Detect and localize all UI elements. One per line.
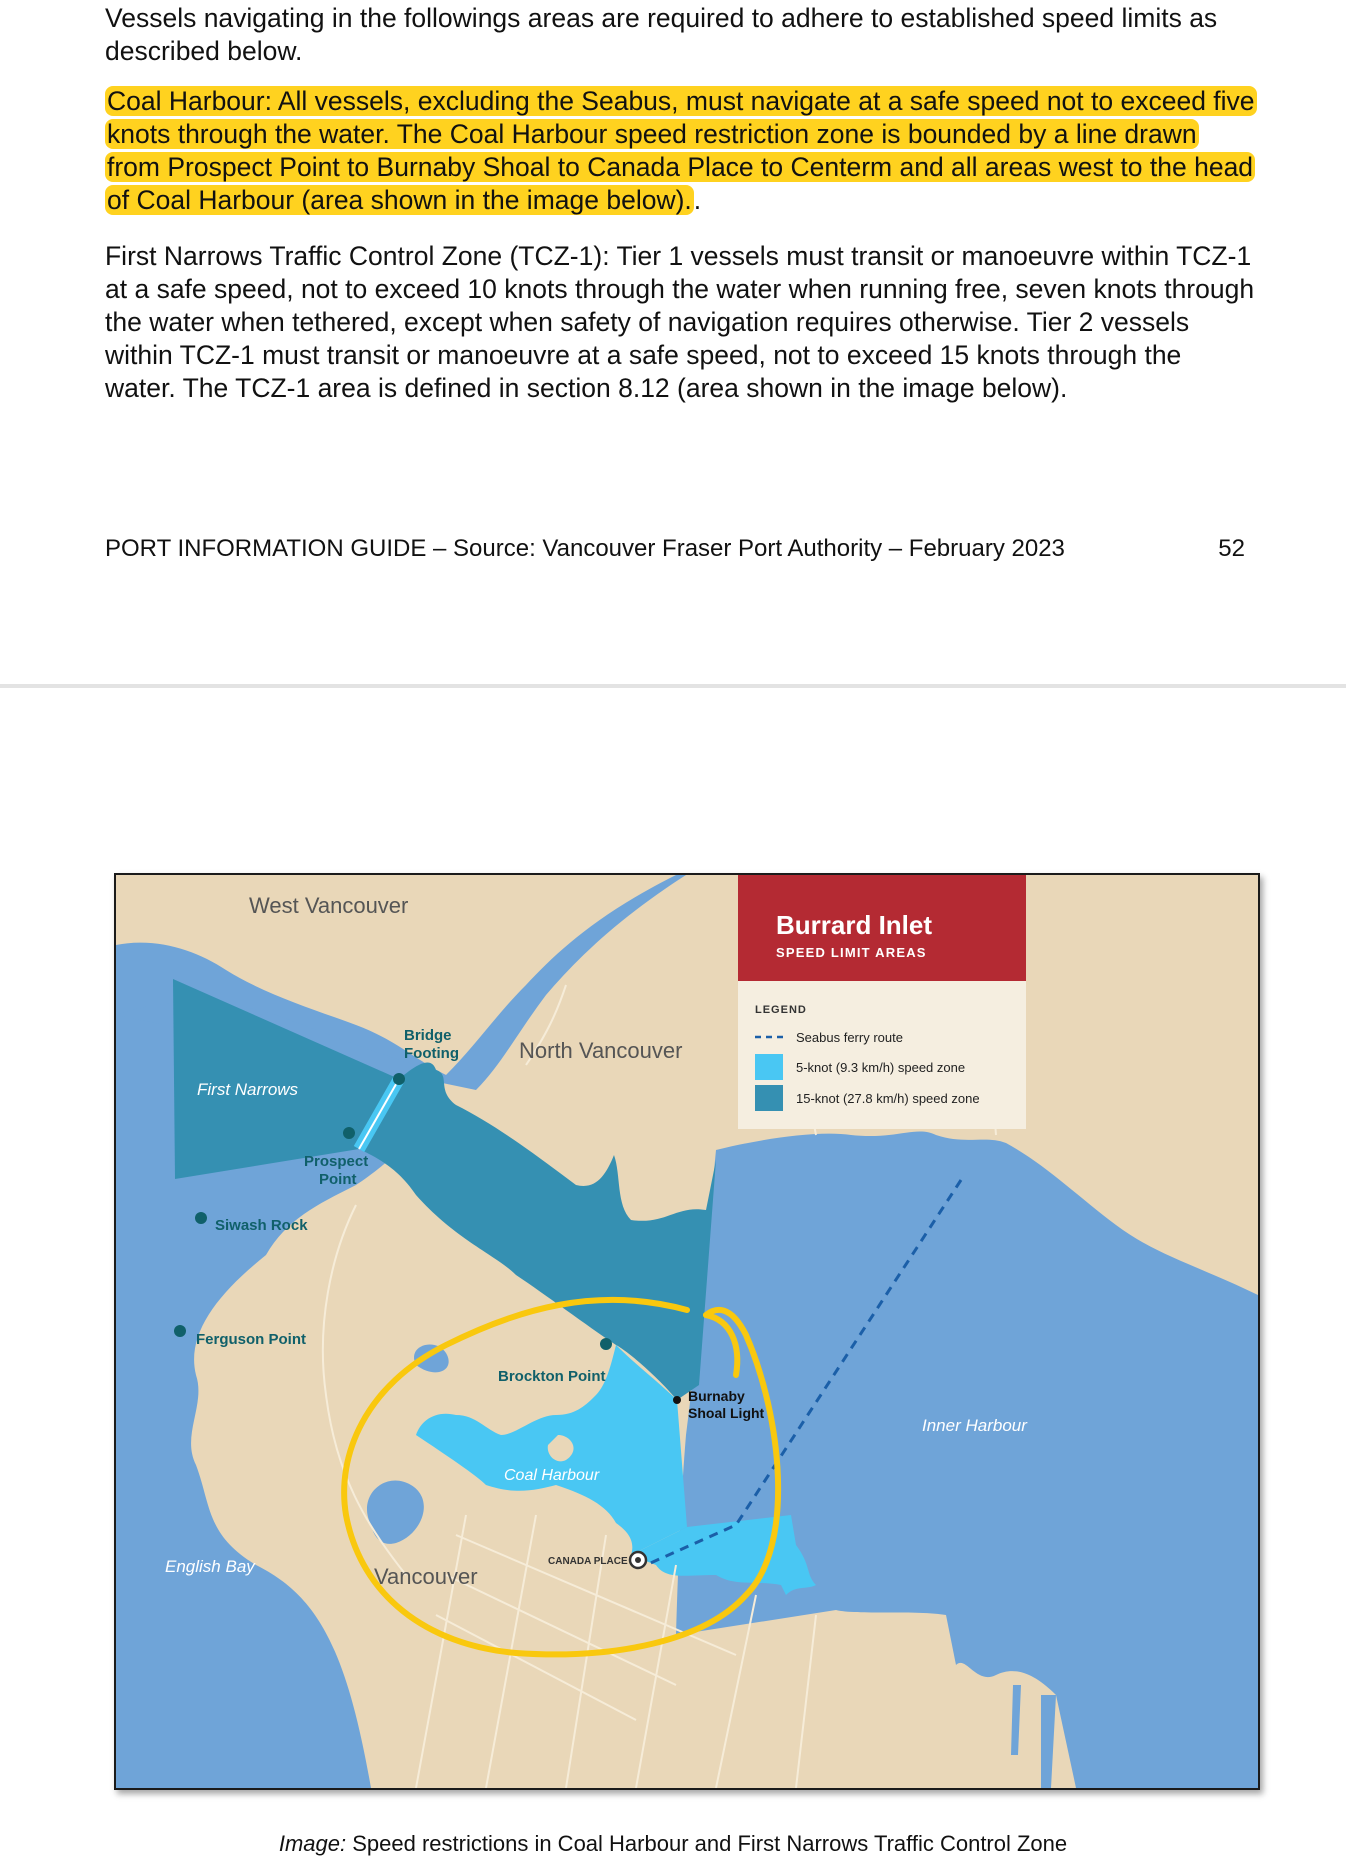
north-vancouver-label: North Vancouver xyxy=(519,1038,683,1063)
legend-fifteen-knot-swatch xyxy=(755,1085,783,1111)
map-canvas xyxy=(116,875,1258,1788)
coal-harbour-label: Coal Harbour xyxy=(504,1467,600,1484)
tcz-paragraph: First Narrows Traffic Control Zone (TCZ-1): Tier 1 vessels must transit or manoeuvre within TCZ-1 at a safe speed, not to exceed 10 knots through the water when running free, seven knots through the water when tethered, except when safety of navigation requires otherwise. Tier 2 vessels within TCZ-1 must transit or manoeuvre at a safe speed, not to exceed 15 knots through the water. The TCZ-1 area is defined in section 8.12 (area shown in the image below). xyxy=(105,241,1255,403)
burnaby-shoal-dot xyxy=(673,1396,681,1404)
brockton-point-label: Brockton Point xyxy=(498,1368,606,1385)
siwash-rock-dot xyxy=(195,1212,207,1224)
map-title: Burrard Inlet xyxy=(776,910,933,940)
legend-heading: LEGEND xyxy=(755,1004,807,1016)
burnaby-shoal-label-1: Burnaby xyxy=(688,1388,745,1404)
page-number: 52 xyxy=(1218,535,1245,562)
first-narrows-label: First Narrows xyxy=(197,1080,299,1099)
ferguson-point-dot xyxy=(174,1325,186,1337)
inner-harbour-label: Inner Harbour xyxy=(922,1416,1027,1435)
ferguson-point-label: Ferguson Point xyxy=(196,1331,306,1348)
legend-five-knot: 5-knot (9.3 km/h) speed zone xyxy=(796,1060,966,1075)
map-subtitle: SPEED LIMIT AREAS xyxy=(776,945,927,960)
prospect-point-dot xyxy=(343,1127,355,1139)
bridge-footing-dot xyxy=(393,1073,405,1085)
page-footer xyxy=(105,534,1245,564)
highlighted-text: Coal Harbour: All vessels, excluding the Seabus, must navigate at a safe speed not to exceed five knots through the water. The Coal Harbour speed restriction zone is bounded by a line drawn from Prospect Point to Burnaby Shoal to Canada Place to Centerm and all areas west to the head of Coal Harbour (area shown in the image below). xyxy=(107,86,1255,215)
legend-fifteen-knot: 15-knot (27.8 km/h) speed zone xyxy=(796,1091,980,1106)
figure-caption xyxy=(0,1831,1346,1857)
intro-paragraph: Vessels navigating in the followings areas are required to adhere to established speed limits as described below. xyxy=(105,3,1218,66)
english-bay-label: English Bay xyxy=(165,1557,255,1576)
west-vancouver-label: West Vancouver xyxy=(249,893,409,918)
burnaby-shoal-label-2: Shoal Light xyxy=(688,1405,765,1421)
burrard-inlet-map xyxy=(114,873,1260,1790)
bridge-footing-label-2: Footing xyxy=(404,1045,459,1062)
bridge-footing-label-1: Bridge xyxy=(404,1027,452,1044)
prospect-point-label-2: Point xyxy=(319,1171,357,1188)
footer-text: PORT INFORMATION GUIDE – Source: Vancouver Fraser Port Authority – February 2023 xyxy=(105,535,1065,562)
vancouver-label: Vancouver xyxy=(374,1564,478,1589)
siwash-rock-label: Siwash Rock xyxy=(215,1217,308,1234)
caption-prefix: Image: xyxy=(278,1831,347,1856)
prospect-point-label-1: Prospect xyxy=(304,1153,369,1170)
page-divider xyxy=(0,684,1346,688)
caption-text: Speed restrictions in Coal Harbour and First Narrows Traffic Control Zone xyxy=(352,1831,1068,1856)
legend-five-knot-swatch xyxy=(755,1054,783,1080)
canada-place-label: CANADA PLACE xyxy=(548,1556,628,1567)
brockton-point-dot xyxy=(600,1338,612,1350)
legend-seabus: Seabus ferry route xyxy=(796,1030,903,1045)
coal-harbour-paragraph: Coal Harbour: All vessels, excluding the Seabus, must navigate at a safe speed not to exceed five knots through the water. The Coal Harbour speed restriction zone is bounded by a line drawn from Prospect Point to Burnaby Shoal to Canada Place to Centerm and all areas west to the head of Coal Harbour (area shown in the image below).. xyxy=(107,86,1255,215)
